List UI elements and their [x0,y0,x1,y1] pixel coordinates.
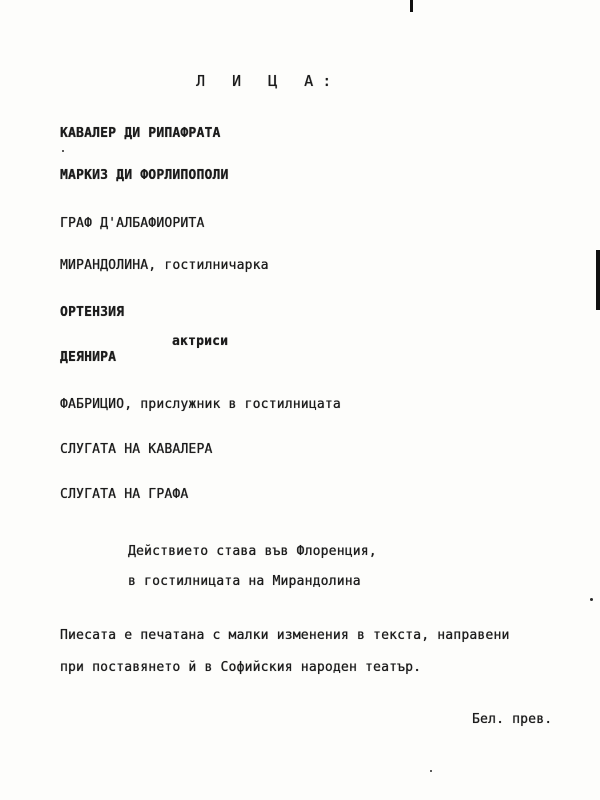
cast-item-marquis: МАРКИЗ ДИ ФОРЛИПОПОЛИ [60,168,229,183]
cast-item-cavalier: КАВАЛЕР ДИ РИПАФРАТА [60,126,221,141]
cast-item-count: ГРАФ Д'АЛБАФИОРИТА [60,216,205,231]
cast-item-fabrizio: ФАБРИЦИО, прислужник в гостилницата [60,397,341,412]
setting-line-1: Действието става във Флоренция, [128,544,377,559]
edge-mark-right [596,250,600,310]
cast-item-ortensia: ОРТЕНЗИЯ [60,305,125,320]
page-heading: Л И Ц А: [196,72,341,90]
cast-item-dejanira: ДЕЯНИРА [60,350,117,365]
note-line-2: при поставянето й в Софийския народен театър. [60,660,422,675]
cast-item-mirandolina: МИРАНДОЛИНА, гостилничарка [60,258,269,273]
note-line-1: Пиесата е печатана с малки изменения в текста, направени [60,628,510,643]
actresses-label: актриси [172,334,229,349]
ink-speck [430,770,432,772]
cast-item-count-servant: СЛУГАТА НА ГРАФА [60,487,189,502]
cast-item-cavalier-servant: СЛУГАТА НА КАВАЛЕРА [60,442,213,457]
setting-line-2: в гостилницата на Мирандолина [128,574,361,589]
ink-speck [62,150,64,152]
translator-signature: Бел. прев. [472,712,553,727]
edge-mark-top [410,0,413,12]
ink-speck [590,598,593,601]
